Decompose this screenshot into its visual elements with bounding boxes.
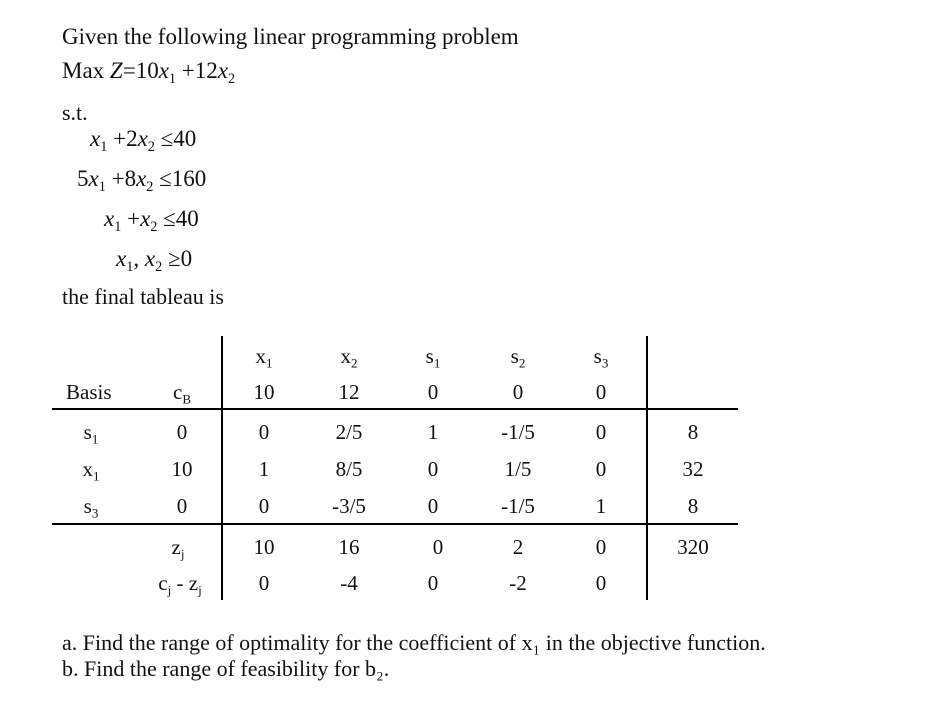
col-header: $s_1$ (425, 344, 441, 371)
final-tableau-label: the final tableau is (62, 284, 224, 309)
subscript: 2 (150, 218, 158, 235)
zj-value: 10 (253, 535, 275, 559)
equals-sign: = (122, 58, 136, 83)
divider-vertical-right (646, 336, 648, 600)
table-cell: 1/5 (504, 457, 532, 481)
rhs: 160 (171, 166, 207, 191)
rhs-value: 8 (687, 494, 699, 518)
table-cell: 0 (595, 420, 607, 444)
nonnegativity (116, 246, 193, 275)
obj-coeff: 12 (338, 380, 360, 404)
cj-minus-zj-label: $c_j - z_j$ (158, 571, 202, 598)
table-cell: 0 (258, 494, 270, 518)
obj-coeff: 0 (595, 380, 607, 404)
plus-sign: + (127, 206, 141, 231)
table-cell: 1 (258, 457, 270, 481)
var-x: x (104, 206, 115, 231)
rhs: 0 (180, 246, 193, 271)
subscript: 1 (114, 218, 122, 235)
col-header: $x_2$ (340, 344, 358, 371)
constraint-3 (104, 206, 199, 235)
coef-2: 12 (194, 58, 218, 83)
plus-sign: + (181, 58, 195, 83)
subscript: 2 (146, 178, 154, 195)
table-cell: -1/5 (501, 494, 535, 518)
var-x: x (144, 246, 156, 271)
var-x: x (88, 166, 99, 191)
rhs: 40 (175, 206, 199, 231)
objective-var: Z (109, 58, 123, 83)
table-cell: 2/5 (335, 420, 363, 444)
cz-value: -2 (509, 571, 527, 595)
cb-value: 0 (176, 494, 188, 518)
subject-to-label: s.t. (62, 100, 88, 125)
cb-value: 0 (176, 420, 188, 444)
var-x: x (140, 206, 151, 231)
cb-label: $c_B$ (172, 380, 191, 407)
basis-var: $s_3$ (83, 494, 99, 521)
rhs-value: 32 (682, 457, 704, 481)
coef: 8 (124, 166, 137, 191)
question-a: a. Find the range of optimality for the coefficient of x₁ in the objective function. (62, 630, 766, 655)
objective-function (62, 58, 236, 87)
comma: , (133, 246, 140, 271)
rhs-value: 8 (687, 420, 699, 444)
col-header: $x_1$ (255, 344, 273, 371)
var-x: x (137, 126, 148, 151)
intro-text: Given the following linear programming problem (62, 24, 519, 49)
var-x: x (158, 58, 169, 83)
cz-value: 0 (427, 571, 439, 595)
zj-value: 0 (432, 535, 444, 559)
table-cell: 1 (427, 420, 439, 444)
col-header: $s_2$ (510, 344, 526, 371)
obj-coeff: 0 (512, 380, 524, 404)
zj-value: 2 (512, 535, 524, 559)
table-cell: 1 (595, 494, 607, 518)
plus-sign: + (113, 126, 127, 151)
zj-value: 16 (338, 535, 360, 559)
table-cell: 0 (427, 494, 439, 518)
subscript: 1 (100, 138, 108, 155)
table-cell: -1/5 (501, 420, 535, 444)
obj-coeff: 10 (253, 380, 275, 404)
zj-value: 0 (595, 535, 607, 559)
relation: ≤ (163, 206, 176, 231)
cb-value: 10 (171, 457, 193, 481)
subscript: 1 (168, 70, 177, 87)
divider-body (52, 523, 738, 525)
basis-var: $x_1$ (82, 457, 100, 484)
table-cell: 0 (595, 457, 607, 481)
table-cell: 8/5 (335, 457, 363, 481)
subscript: 2 (155, 258, 163, 275)
subscript: 2 (147, 138, 155, 155)
subscript: 1 (126, 258, 134, 275)
constraint-2 (77, 166, 207, 195)
coef: 2 (126, 126, 138, 151)
cz-value: 0 (595, 571, 607, 595)
max-keyword: Max (62, 58, 105, 83)
relation: ≤ (159, 166, 172, 191)
zj-rhs: 320 (677, 535, 709, 559)
divider-header (52, 408, 738, 410)
table-cell: 0 (427, 457, 439, 481)
zj-label: $z_j$ (171, 535, 185, 562)
subscript: 1 (98, 178, 106, 195)
table-cell: 0 (258, 420, 270, 444)
constraint-1 (90, 126, 197, 155)
basis-label: Basis (66, 380, 112, 404)
plus-sign: + (111, 166, 125, 191)
col-header: $s_3$ (593, 344, 609, 371)
relation: ≤ (160, 126, 174, 151)
relation: ≥ (167, 246, 181, 271)
rhs: 40 (173, 126, 197, 151)
var-x: x (217, 58, 228, 83)
table-cell: -3/5 (332, 494, 366, 518)
var-x: x (90, 126, 101, 151)
cz-value: 0 (258, 571, 270, 595)
coef-1: 10 (135, 58, 159, 83)
obj-coeff: 0 (427, 380, 439, 404)
subscript: 2 (228, 70, 236, 87)
coef: 5 (77, 166, 89, 191)
question-b: b. Find the range of feasibility for b₂. (62, 656, 390, 681)
var-x: x (136, 166, 147, 191)
var-x: x (116, 246, 127, 271)
basis-var: $s_1$ (83, 420, 99, 447)
cz-value: -4 (340, 571, 358, 595)
